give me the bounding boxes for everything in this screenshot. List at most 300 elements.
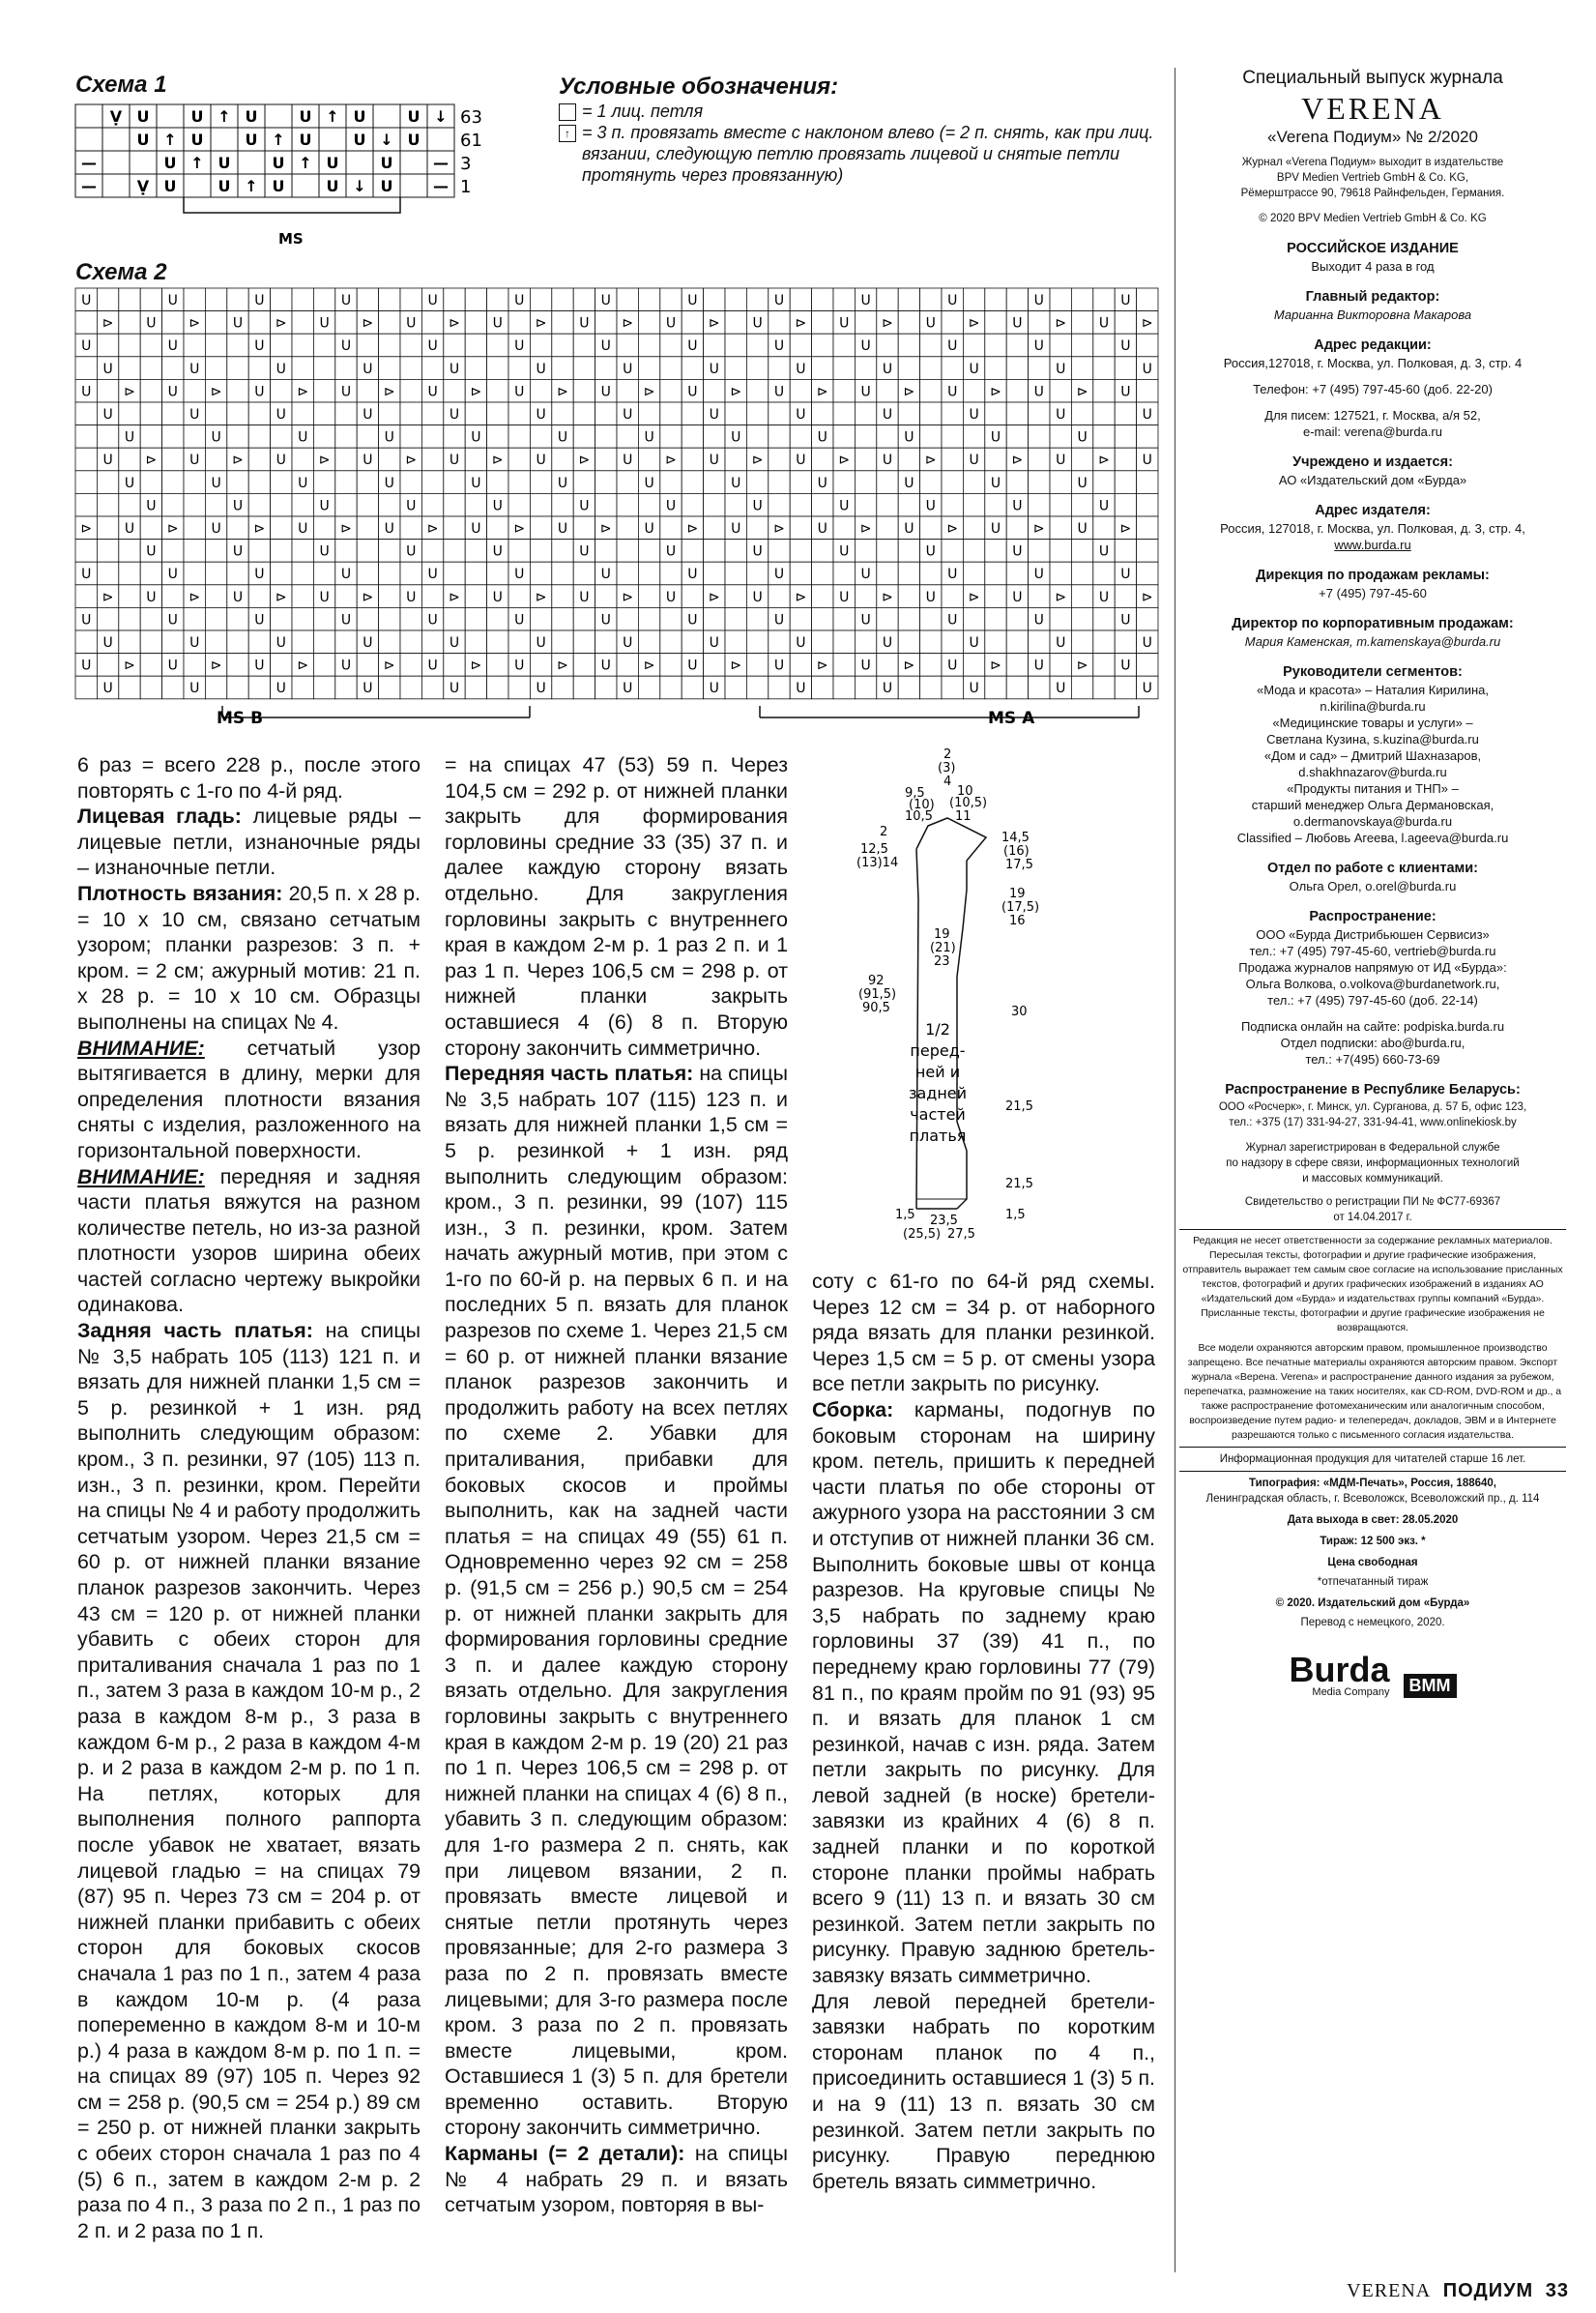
scheme1-symbol: Ṿ [136, 177, 150, 195]
sidebar-heading: Отдел по работе с клиентами: [1266, 861, 1479, 876]
scheme1-symbol: U [272, 154, 285, 172]
svg-text:U: U [665, 543, 677, 560]
svg-text:U: U [319, 589, 330, 605]
svg-text:U: U [1033, 338, 1044, 355]
svg-text:⊳: ⊳ [622, 315, 634, 332]
svg-text:U: U [600, 612, 611, 629]
dim-label: 2 [943, 747, 952, 762]
svg-text:U: U [600, 293, 611, 308]
col2-text: на спицы № 3,5 набрать 107 (115) 123 п. и вязать для нижней планки 1,5 см = 5 р. резинкой + 1 изн. ряд выполнить следующим образом: кром., 3 п. резинки, 99 (107) 115 изн., 3 п. резинки, кром. Затем начать ажурный мотив, при этом с 1-го по 60-й р. на первых 6 п. и на последних 5 п. вязать для планок разрезов по схеме 1. Через 21,5 см = 60 р. от нижней планки вязание планок разрезов закончить и продолжить работу на всех петлях по схеме 2. Убавки для приталивания, прибавки для боковых скосов и проймы выполнить, как на задней части платья = на спицах 49 (55) 61 п. Одновременно через 92 см = 258 р. (91,5 см = 256 р.) 90,5 см = 254 р. от нижней планки закрыть для формирования горловины средние 3 п. и далее каждую сторону вязать отдельно. Для закругления горловины закрыть с внутреннего края в каждом 2-м р. 19 (20) 21 раз по 1 п. Через 106,5 см = 298 р. от нижней планки на спицах 4 (6) 8 п., убавить 3 п. следующим образом: для 1-го размера 2 п. снять, как при лицевом вязании, 2 п. провязать вместе лицевой и снятые петли протянуть через провязанные; для 2-го размера 3 раза по 2 п. провязать вместе лицевыми; для 3-го размера после кром. 3 раза по 2 п. провязать вместе лицевыми, кром. Оставшиеся 1 (3) 5 п. для бретели временно оставить. Вторую сторону закончить симметрично. [445, 1062, 788, 2140]
svg-text:U: U [752, 315, 763, 332]
dim-label: 21,5 [1005, 1177, 1033, 1191]
scheme1-symbol: U [190, 131, 204, 149]
svg-text:U: U [254, 612, 265, 629]
svg-text:U: U [796, 407, 806, 423]
dim-label: 9,5 [905, 786, 925, 801]
sidebar-line: тел.: +7 (495) 797-45-60, vertrieb@burda.ru [1249, 944, 1496, 958]
dim-label: 12,5 [860, 842, 888, 857]
svg-text:U: U [687, 384, 698, 400]
svg-text:U: U [146, 498, 157, 514]
col1-text: на спицы № 3,5 набрать 105 (113) 121 п. и вязать для нижней планки 1,5 см = 5 р. резинкой + 1 изн. ряд выполнить следующим образом: кром., 3 п. резинки, 97 (105) 113 п. изн., 3 п. резинки, кром. Перейти на спицы № 4 и работу продолжить сетчатым узором. Через 21,5 см = 60 р. от нижней планки вязание планок разрезов закончить. Через 43 см = 120 р. от нижней планки убавить с обеих сторон для приталивания сначала 1 раз по 1 п., затем 3 раза в каждом 10-м р., 2 раза в каждом 8-м р., 3 раза в каждом 6-м р., 2 раза в каждом 4-м р. и 2 раза в каждом 2-м р. по 1 п. На петлях, которых для выполнения полного раппорта после убавок не хватает, вязать лицевой гладью = на спицах 79 (87) 95 п. Через 73 см = 204 р. от нижней планки прибавить с обеих сторон для боковых скосов сначала 1 раз по 1 п., затем 4 раза в каждом 10-м р. (4 раза попеременно в каждом 8-м и 10-м р.) 4 раза в каждом 8-м р. по 1 п. = на спицах 89 (97) 105 п. Через 92 см = 258 р. (90,5 см = 254 р.) 89 см = 250 р. от нижней планки закрыть с обеих сторон сначала 1 раз по 4 (5) 6 п., затем в каждом 2-м р. 2 раза по 4 п., 3 раза по 2 п., 1 раз по 2 п. и 2 раза по 1 п. [77, 1319, 421, 2242]
scheme1-symbol: U [299, 107, 312, 126]
scheme1-symbol: ↑ [245, 177, 258, 195]
svg-text:U: U [709, 681, 719, 697]
svg-text:U: U [102, 407, 113, 423]
svg-text:U: U [189, 407, 200, 423]
scheme1-symbol: — [433, 154, 449, 172]
svg-text:U: U [81, 612, 92, 629]
scheme1-cell [400, 174, 427, 197]
svg-text:U: U [340, 567, 352, 583]
scheme1-cell [130, 151, 157, 174]
svg-text:U: U [644, 429, 654, 446]
scheme1-symbol: U [326, 177, 339, 195]
svg-text:⊳: ⊳ [622, 589, 634, 605]
scheme1-symbol: ↑ [163, 131, 177, 149]
svg-text:U: U [623, 453, 633, 469]
svg-text:U: U [1120, 293, 1131, 308]
col1-heading: Плотность вязания: [77, 881, 283, 905]
sidebar-line: «Дом и сад» – Дмитрий Шахназаров, [1263, 748, 1482, 763]
svg-text:U: U [406, 498, 417, 514]
scheme1-symbol: ↓ [353, 177, 366, 195]
svg-text:U: U [904, 521, 914, 537]
sidebar-line: и массовых коммуникаций. [1302, 1173, 1443, 1185]
svg-text:U: U [557, 475, 568, 491]
svg-text:U: U [427, 293, 438, 308]
svg-text:U: U [189, 635, 200, 651]
svg-text:⊳: ⊳ [816, 384, 828, 400]
svg-text:U: U [623, 635, 633, 651]
svg-text:U: U [232, 543, 244, 560]
scheme1-symbol: U [353, 107, 366, 126]
svg-text:U: U [925, 543, 936, 560]
sidebar-line: Продажа журналов напрямую от ИД «Бурда»: [1238, 960, 1507, 975]
legend-item-decrease [559, 122, 1177, 186]
svg-text:U: U [298, 475, 308, 491]
svg-text:U: U [254, 338, 265, 355]
svg-text:U: U [449, 407, 460, 423]
svg-text:U: U [969, 407, 979, 423]
sidebar-line: «Медицинские товары и услуги» – [1272, 716, 1473, 730]
col1-text: лицевые ряды – лицевые петли, изнаночные ряды – изнаночные петли. [77, 805, 421, 880]
svg-text:U: U [102, 681, 113, 697]
sidebar-issue: «Verena Подиум» № 2/2020 [1267, 128, 1478, 146]
page-footer [1347, 2280, 1569, 2302]
svg-text:⊳: ⊳ [882, 315, 893, 332]
svg-text:⊳: ⊳ [730, 658, 742, 674]
svg-text:U: U [167, 658, 178, 674]
scheme1-symbol: U [136, 131, 150, 149]
svg-text:U: U [687, 293, 698, 308]
svg-text:U: U [1142, 407, 1152, 423]
svg-text:U: U [665, 589, 677, 605]
svg-text:⊳: ⊳ [968, 589, 980, 605]
scheme1-cell [75, 104, 102, 128]
svg-text:U: U [882, 361, 893, 377]
svg-text:U: U [189, 453, 200, 469]
svg-text:U: U [709, 361, 719, 377]
svg-text:⊳: ⊳ [1141, 589, 1153, 605]
sidebar-line: Перевод с немецкого, 2020. [1300, 1617, 1445, 1628]
svg-text:U: U [514, 658, 525, 674]
svg-text:U: U [146, 315, 157, 332]
svg-text:U: U [449, 635, 460, 651]
svg-text:U: U [319, 498, 330, 514]
svg-text:U: U [623, 361, 633, 377]
scheme1-symbol: U [218, 177, 231, 195]
svg-text:U: U [860, 293, 871, 308]
scheme1-cell [400, 151, 427, 174]
dim-label: 1,5 [895, 1208, 915, 1222]
dim-label: 10 [957, 784, 973, 799]
svg-text:U: U [731, 429, 741, 446]
svg-text:U: U [687, 567, 698, 583]
svg-text:U: U [340, 293, 352, 308]
scheme2-title: Схема 2 [75, 259, 167, 285]
sidebar-line: ООО «Росчерк», г. Минск, ул. Сурганова, д. 57 Б, офис 123, [1218, 1101, 1527, 1113]
svg-text:⊳: ⊳ [210, 384, 222, 400]
dim-label: 92 [868, 974, 885, 988]
svg-text:⊳: ⊳ [773, 521, 785, 537]
svg-text:U: U [211, 475, 221, 491]
scheme1-symbol: U [299, 131, 312, 149]
svg-text:⊳: ⊳ [80, 521, 93, 537]
svg-text:⊳: ⊳ [708, 315, 720, 332]
svg-text:⊳: ⊳ [470, 658, 482, 674]
scheme1-row-number: 63 [460, 107, 482, 128]
svg-text:⊳: ⊳ [297, 384, 309, 400]
svg-text:⊳: ⊳ [946, 521, 959, 537]
dim-label: (3) [938, 761, 956, 776]
svg-text:U: U [860, 338, 871, 355]
svg-text:U: U [276, 361, 286, 377]
dim-label: 23,5 [930, 1214, 958, 1228]
sidebar-line: Classified – Любовь Агеева, l.ageeva@burda.ru [1236, 831, 1509, 845]
sidebar-brand-logo: VERENA [1301, 91, 1444, 126]
svg-text:U: U [947, 293, 958, 308]
svg-text:⊳: ⊳ [362, 315, 374, 332]
diagram-center-label: 1/2 перед-ней и задней частей платья [908, 1020, 968, 1145]
decrease-stitch-icon: ↑ [559, 125, 576, 142]
col3-text: карманы, подогнув по боковым сторонам на ширину кром. петель, пришить к передней части платья по обе стороны от ажурного узора на расстоянии 3 см и отступив от нижней планки 36 см. Выполнить боковые швы от конца разрезов. На круговые спицы № 3,5 набрать по заднему краю горловины 37 (39) 41 п., по переднему краю горловины 77 (79) 81 п., по краям пройм по 91 (93) 95 п. и вязать для планок 1 см резинкой, начав с изн. ряда. Затем петли закрыть по рисунку. Для левой задней (в носке) бретели-завязки из крайних 4 (6) 8 п. задней планки и по короткой стороне планки проймы набрать всего 9 (11) 13 п. и вязать 30 см резинкой. Затем петли закрыть по рисунку. Правую заднюю бретель-завязку вязать симметрично. [812, 1397, 1155, 1988]
svg-text:⊳: ⊳ [990, 658, 1001, 674]
scheme1-symbol: ↑ [272, 131, 285, 149]
svg-text:U: U [536, 635, 546, 651]
svg-text:U: U [1142, 453, 1152, 469]
text-column-3 [812, 1269, 1155, 2194]
scheme1-cell [292, 174, 319, 197]
footer-section: ПОДИУМ [1442, 2280, 1534, 2301]
svg-text:U: U [990, 521, 1001, 537]
svg-text:U: U [773, 567, 785, 583]
col1-heading: Лицевая гладь: [77, 805, 242, 829]
burda-logo-text: Burda [1289, 1650, 1390, 1689]
svg-text:U: U [990, 475, 1001, 491]
legend-item-knit [559, 101, 1177, 122]
svg-text:U: U [839, 315, 850, 332]
scheme1-symbol: U [136, 107, 150, 126]
svg-text:U: U [773, 658, 785, 674]
svg-text:U: U [319, 543, 330, 560]
svg-text:⊳: ⊳ [210, 658, 222, 674]
pattern-outline-left [916, 849, 918, 1209]
svg-text:⊳: ⊳ [535, 589, 547, 605]
dim-label: 2 [880, 825, 888, 839]
svg-text:⊳: ⊳ [751, 453, 764, 469]
svg-text:U: U [427, 612, 438, 629]
burda-logo [1289, 1650, 1390, 1698]
scheme1-symbol: U [353, 131, 366, 149]
svg-text:⊳: ⊳ [449, 315, 460, 332]
sidebar-line: Светлана Кузина, s.kuzina@burda.ru [1266, 732, 1479, 747]
svg-text:U: U [687, 338, 698, 355]
svg-text:U: U [773, 293, 785, 308]
svg-text:U: U [363, 407, 373, 423]
sidebar-line: Россия, 127018, г. Москва, ул. Полковая, д. 3, стр. 4, [1220, 521, 1525, 536]
scheme1-symbol: — [81, 154, 97, 172]
svg-text:U: U [276, 407, 286, 423]
pattern-outline-right [916, 818, 986, 1209]
svg-text:U: U [102, 635, 113, 651]
sidebar-heading: Учреждено и издается: [1292, 454, 1453, 470]
svg-text:⊳: ⊳ [535, 315, 547, 332]
svg-text:U: U [298, 429, 308, 446]
svg-text:U: U [947, 658, 958, 674]
col3-text: Для левой передней бретели-завязки набрать по коротким сторонам планок по 4 п., присоединить оставшиеся 1 (3) 5 п. и на 9 (11) 13 п. вязать 30 см резинкой. Затем петли закрыть по рисунку. Правую переднюю бретель вязать симметрично. [812, 1989, 1155, 2193]
sidebar-disclaimer: Все модели охраняются авторским правом, промышленное производство запрещено. Все печатные материалы охраняются авторским правом. Экспорт журнала «Верена. Verena» и распространение данного издания за рубежом, перепечатка, размножение на таких носителях, как CD-ROM, DVD-ROM и др., а также распространение фотомеханическим или аналогичным способом, воспроизведение путем радио- и телепередач, докладов, ЭВМ и в Интернете разрешаются только с письменного согласия издательства. [1183, 1342, 1562, 1441]
svg-text:U: U [384, 521, 394, 537]
col1-warning: ВНИМАНИЕ: [77, 1036, 205, 1060]
dim-label: (91,5) [858, 987, 897, 1002]
scheme2-label-b: MS B [217, 709, 264, 728]
svg-text:U: U [904, 475, 914, 491]
svg-text:U: U [947, 384, 958, 400]
dim-label: (25,5) [903, 1227, 942, 1242]
svg-text:U: U [557, 429, 568, 446]
svg-text:⊳: ⊳ [838, 453, 851, 469]
svg-text:U: U [904, 429, 914, 446]
svg-text:⊳: ⊳ [903, 384, 915, 400]
imprint-sidebar [1179, 68, 1566, 1698]
svg-text:U: U [1098, 315, 1110, 332]
sidebar-line: старший менеджер Ольга Дермановская, [1251, 798, 1494, 812]
svg-text:U: U [731, 475, 741, 491]
dim-label: (21) [930, 941, 956, 955]
svg-text:U: U [254, 293, 265, 308]
svg-text:U: U [340, 658, 352, 674]
svg-text:U: U [644, 475, 654, 491]
svg-text:⊳: ⊳ [124, 658, 135, 674]
svg-text:U: U [839, 543, 850, 560]
sidebar-line: Россия,127018, г. Москва, ул. Полковая, д. 3, стр. 4 [1223, 356, 1523, 370]
svg-text:U: U [514, 384, 525, 400]
svg-text:U: U [254, 384, 265, 400]
svg-text:U: U [860, 658, 871, 674]
svg-text:U: U [514, 293, 525, 308]
sidebar-line: Дата выхода в свет: 28.05.2020 [1287, 1514, 1459, 1526]
svg-text:⊳: ⊳ [990, 384, 1001, 400]
sidebar-line: Журнал зарегистрирован в Федеральной службе [1245, 1142, 1500, 1154]
svg-text:⊳: ⊳ [491, 453, 504, 469]
sidebar-line: Ленинградская область, г. Всеволожск, Всеволожский пр., д. 114 [1205, 1493, 1540, 1505]
svg-text:U: U [796, 681, 806, 697]
dim-label: 16 [1009, 914, 1026, 928]
svg-text:U: U [752, 589, 763, 605]
page-number: 33 [1545, 2280, 1569, 2301]
footer-brand: VERENA [1347, 2280, 1432, 2301]
scheme1-symbol: ↑ [326, 107, 339, 126]
scheme1-row-number: 61 [460, 131, 482, 151]
svg-text:U: U [406, 543, 417, 560]
svg-text:U: U [146, 543, 157, 560]
svg-text:U: U [211, 521, 221, 537]
svg-text:U: U [969, 635, 979, 651]
svg-text:U: U [969, 361, 979, 377]
svg-text:U: U [124, 475, 135, 491]
svg-text:U: U [796, 361, 806, 377]
svg-text:U: U [146, 589, 157, 605]
knit-stitch-icon [559, 103, 576, 121]
sidebar-website-link[interactable]: www.burda.ru [1334, 538, 1411, 552]
dim-label: (16) [1003, 844, 1030, 859]
svg-text:⊳: ⊳ [102, 589, 114, 605]
sidebar-line: Для писем: 127521, г. Москва, а/я 52, [1264, 408, 1481, 423]
svg-text:U: U [709, 453, 719, 469]
svg-text:⊳: ⊳ [968, 315, 980, 332]
scheme1-cell [319, 128, 346, 151]
sidebar-disclaimer: Редакция не несет ответственности за содержание рекламных материалов. Пересылая тексты, фотографии и другие графические изображения, отправитель выражает тем самым свое согласие на использование присланных текстов, фотографий и других графических изображений в изданиях АО «Издательский дом «Бурда» и издательствах группы компаний «Бурда». Присланные тексты, фотографии и другие графические изображения не возвращаются. [1182, 1235, 1563, 1333]
svg-text:U: U [1056, 453, 1066, 469]
scheme1-symbol: U [272, 177, 285, 195]
scheme1-symbol: — [433, 177, 449, 195]
svg-text:U: U [1033, 612, 1044, 629]
col2-heading: Карманы (= 2 детали): [445, 2142, 685, 2166]
svg-text:U: U [276, 635, 286, 651]
svg-text:U: U [276, 681, 286, 697]
svg-text:U: U [1033, 293, 1044, 308]
svg-text:U: U [947, 567, 958, 583]
svg-text:U: U [1120, 658, 1131, 674]
svg-text:U: U [1056, 361, 1066, 377]
svg-text:U: U [665, 498, 677, 514]
sidebar-line: Журнал «Verena Подиум» выходит в издательстве [1241, 157, 1504, 168]
svg-text:U: U [189, 681, 200, 697]
dim-label: 90,5 [862, 1001, 890, 1015]
svg-text:U: U [557, 521, 568, 537]
svg-text:⊳: ⊳ [903, 658, 915, 674]
svg-text:⊳: ⊳ [383, 384, 395, 400]
scheme1-symbol: U [163, 177, 177, 195]
svg-text:U: U [579, 589, 590, 605]
sidebar-line: Рёмерштрассе 90, 79618 Райнфельден, Германия. [1240, 188, 1505, 199]
svg-text:⊳: ⊳ [449, 589, 460, 605]
svg-text:⊳: ⊳ [795, 589, 807, 605]
svg-text:U: U [882, 635, 893, 651]
sidebar-line: Телефон: +7 (495) 797-45-60 (доб. 22-20) [1253, 382, 1493, 396]
svg-text:U: U [817, 429, 827, 446]
svg-text:U: U [167, 293, 178, 308]
scheme1-symbol: ↓ [380, 131, 393, 149]
svg-text:U: U [709, 407, 719, 423]
scheme1-chart [75, 102, 530, 248]
legend-title: Условные обозначения: [559, 73, 839, 100]
svg-text:U: U [839, 589, 850, 605]
sidebar-line: Цена свободная [1327, 1557, 1418, 1568]
col3-heading: Сборка: [812, 1397, 894, 1421]
col1-text: 20,5 п. х 28 р. = 10 х 10 см, связано сетчатым узором; планки разрезов: 3 п. + кром. = 2 см; ажурный мотив: 21 п. х 28 р. = 10 х 10 см. Образцы выполнены на спицах № 4. [77, 881, 421, 1034]
svg-text:U: U [514, 567, 525, 583]
col1-heading: Задняя часть платья: [77, 1319, 313, 1343]
svg-text:U: U [427, 384, 438, 400]
svg-text:U: U [81, 658, 92, 674]
sidebar-line: n.kirilina@burda.ru [1320, 699, 1426, 714]
svg-text:⊳: ⊳ [795, 315, 807, 332]
text-column-2 [445, 752, 788, 2218]
svg-text:U: U [860, 612, 871, 629]
svg-text:U: U [731, 521, 741, 537]
sidebar-line: Свидетельство о регистрации ПИ № ФС77-69367 [1244, 1196, 1501, 1208]
sidebar-line: «Мода и красота» – Наталия Кирилина, [1257, 683, 1489, 697]
svg-text:⊳: ⊳ [145, 453, 158, 469]
svg-text:U: U [319, 315, 330, 332]
svg-text:⊳: ⊳ [383, 658, 395, 674]
svg-text:U: U [1012, 543, 1023, 560]
pattern-diagram [822, 745, 1170, 1242]
svg-text:U: U [925, 315, 936, 332]
svg-text:U: U [1012, 589, 1023, 605]
svg-text:U: U [1012, 498, 1023, 514]
svg-text:U: U [536, 361, 546, 377]
dim-label: (13)14 [856, 856, 899, 870]
sidebar-line: o.dermanovskaya@burda.ru [1292, 814, 1453, 829]
svg-text:U: U [124, 429, 135, 446]
dim-label: 30 [1011, 1005, 1028, 1019]
svg-text:⊳: ⊳ [297, 658, 309, 674]
legend-text-decrease: = 3 п. провязать вместе с наклоном влево (= 2 п. снять, как при лиц. вязании, следующую петлю провязать лицевой и снятые петли протянуть через провязанную) [582, 123, 1154, 185]
svg-text:U: U [449, 453, 460, 469]
svg-text:U: U [1056, 407, 1066, 423]
svg-text:U: U [81, 567, 92, 583]
svg-text:U: U [796, 635, 806, 651]
col2-text: = на спицах 47 (53) 59 п. Через 104,5 см = 292 р. от нижней планки закрыть для формирования горловины средние 33 (35) 37 п. и далее каждую сторону вязать отдельно. Для закругления горловины закрыть с внутреннего края в каждом 2-м р. 1 раз 2 п. и 1 раз 1 п. Через 106,5 см = 298 р. от нижней планки закрыть оставшиеся 4 (6) 8 п. Вторую сторону закончить симметрично. [445, 753, 788, 1060]
scheme1-symbol: U [326, 154, 339, 172]
scheme2-label-a: MS A [988, 709, 1035, 728]
scheme1-symbol: U [163, 154, 177, 172]
scheme1-symbol: U [380, 177, 393, 195]
svg-text:U: U [276, 453, 286, 469]
sidebar-heading: Дирекция по продажам рекламы: [1256, 568, 1490, 583]
svg-text:U: U [492, 315, 503, 332]
svg-text:U: U [167, 338, 178, 355]
svg-text:U: U [492, 543, 503, 560]
svg-text:⊳: ⊳ [189, 589, 201, 605]
svg-text:U: U [363, 361, 373, 377]
sidebar-email: e-mail: verena@burda.ru [1303, 425, 1442, 439]
sidebar-line: Выходит 4 раза в год [1311, 259, 1435, 274]
svg-text:U: U [1120, 338, 1131, 355]
svg-text:⊳: ⊳ [275, 315, 287, 332]
sidebar-line: Подписка онлайн на сайте: podpiska.burda.ru [1240, 1019, 1505, 1034]
svg-text:⊳: ⊳ [513, 521, 526, 537]
svg-text:U: U [1012, 315, 1023, 332]
svg-text:U: U [579, 498, 590, 514]
svg-text:⊳: ⊳ [816, 658, 828, 674]
svg-text:U: U [384, 429, 394, 446]
scheme1-cell [211, 128, 238, 151]
sidebar-line: ООО «Бурда Дистрибьюшен Сервисиз» [1256, 927, 1490, 942]
svg-text:U: U [665, 315, 677, 332]
